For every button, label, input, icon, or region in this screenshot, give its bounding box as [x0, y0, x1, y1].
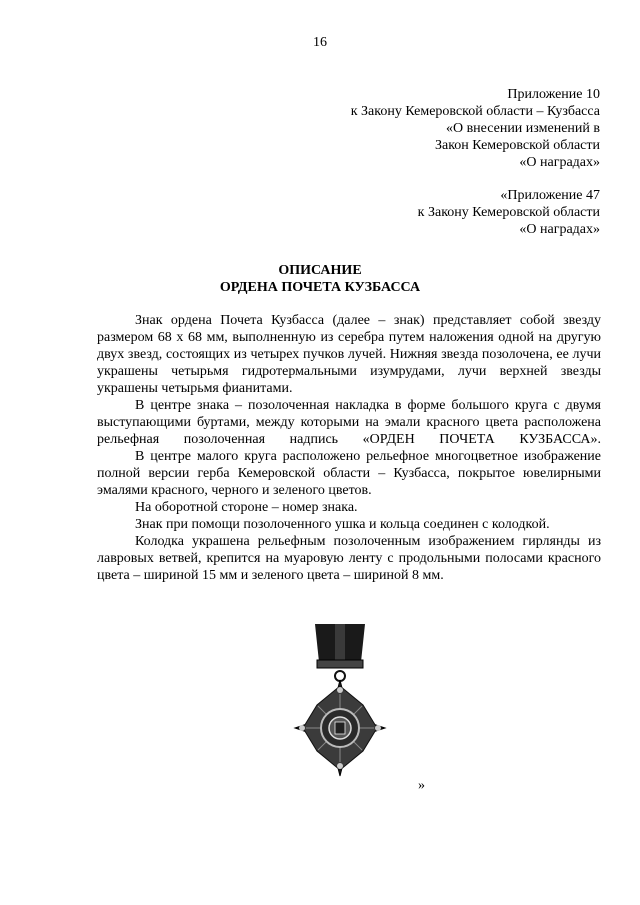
medal-gem: [337, 687, 343, 693]
description-body: [97, 312, 601, 584]
appendix-47-line: «О наградах»: [519, 222, 600, 237]
medal-gem: [375, 725, 381, 731]
medal-pad: [317, 660, 363, 668]
order-medal-image: [285, 624, 395, 794]
paragraph: Знак ордена Почета Кузбасса (далее – знак) представляет собой звезду размером 68 х 68 мм, выполненную из серебра путем наложения одной на другую двух звезд, состоящих из четырех пучков лучей. Нижняя звезда позолочена, ее лучи украшены четырьмя гидротермальными изумрудами, лучи верхней звезды украшены четырьмя фианитами.: [97, 313, 601, 396]
document-heading: [0, 262, 640, 296]
appendix-10-line: «О внесении изменений в: [445, 121, 600, 136]
page-number: 16: [313, 35, 327, 50]
paragraph: На оборотной стороне – номер знака.: [135, 500, 358, 515]
medal-ribbon-stripe: [335, 624, 345, 662]
medal-coat-of-arms: [335, 722, 345, 734]
heading-subtitle: ОРДЕНА ПОЧЕТА КУЗБАССА: [219, 280, 421, 295]
paragraph: Знак при помощи позолоченного ушка и кольца соединен с колодкой.: [135, 517, 550, 532]
appendix-10-line: к Закону Кемеровской области – Кузбасса: [350, 104, 600, 119]
medal-gem: [299, 725, 305, 731]
appendix-47-line: «Приложение 47: [500, 188, 600, 203]
medal-gem: [337, 763, 343, 769]
medal-ring: [335, 671, 345, 681]
appendix-10-line: Приложение 10: [507, 87, 600, 102]
heading-title: ОПИСАНИЕ: [278, 263, 362, 278]
appendix-47-line: к Закону Кемеровской области: [417, 205, 600, 220]
closing-quote: »: [418, 778, 425, 793]
appendix-10-line: «О наградах»: [519, 155, 600, 170]
appendix-10-header: [351, 86, 600, 171]
appendix-47-header: [418, 187, 600, 238]
paragraph: В центре знака – позолоченная накладка в форме большого круга с двумя выступающими буртами, между которыми на эмали красного цвета расположена рельефная позолоченная надпись «ОРДЕН ПОЧЕТА КУЗБАССА».: [97, 398, 601, 447]
appendix-10-line: Закон Кемеровской области: [434, 138, 600, 153]
paragraph: Колодка украшена рельефным позолоченным изображением гирлянды из лавровых ветвей, крепится на муаровую ленту с продольными полосами красного цвета – шириной 15 мм и зеленого цвета – шириной 8 мм.: [97, 534, 601, 583]
paragraph: В центре малого круга расположено рельефное многоцветное изображение полной версии герба Кемеровской области – Кузбасса, покрытое ювелирными эмалями красного, черного и зеленого цветов.: [97, 449, 601, 498]
